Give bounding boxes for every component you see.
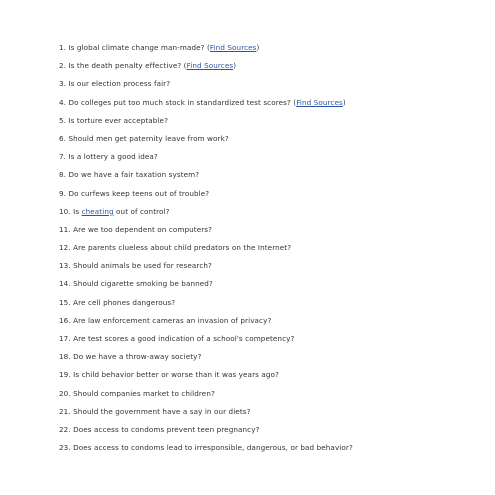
- question-text: Should cigarette smoking be banned?: [73, 279, 213, 289]
- question-number: 18.: [59, 352, 71, 362]
- question-text: Is our election process fair?: [68, 79, 171, 89]
- question-text: Is torture ever acceptable?: [68, 115, 168, 125]
- question-number: 9.: [59, 188, 67, 198]
- question-number: 8.: [59, 170, 67, 180]
- question-text: Should the government have a say in our diets?: [73, 406, 251, 416]
- question-item: [59, 79, 479, 89]
- question-number: 2.: [59, 61, 67, 71]
- question-number: 1.: [59, 43, 67, 52]
- question-number: 22.: [59, 424, 71, 434]
- question-text-after: ): [342, 97, 346, 107]
- question-text: Is child behavior better or worse than it was years ago?: [73, 370, 279, 380]
- question-text: Is a lottery a good idea?: [68, 152, 158, 162]
- question-text: Do we have a fair taxation system?: [68, 170, 200, 180]
- find-sources-link[interactable]: Find Sources: [186, 61, 234, 71]
- question-text: Should companies market to children?: [73, 388, 215, 398]
- question-number: 10.: [59, 206, 71, 216]
- question-number: 14.: [59, 279, 71, 289]
- question-text-after: ): [233, 61, 237, 71]
- question-text: Does access to condoms prevent teen pregnancy?: [73, 424, 260, 434]
- question-item: [59, 43, 479, 53]
- question-text: Do curfews keep teens out of trouble?: [68, 188, 210, 198]
- question-item: [59, 370, 479, 380]
- question-text: Are we too dependent on computers?: [73, 224, 213, 234]
- cheating-link[interactable]: cheating: [81, 206, 114, 216]
- question-text-after: ): [256, 43, 260, 52]
- question-item: [59, 279, 479, 289]
- question-text: Are parents clueless about child predators on the Internet?: [73, 243, 292, 253]
- question-text: Is global climate change man-made? (: [68, 43, 210, 52]
- find-sources-link[interactable]: Find Sources: [296, 97, 343, 107]
- question-item: [59, 261, 479, 271]
- question-number: 13.: [59, 261, 71, 271]
- question-list: [59, 43, 479, 461]
- question-item: [59, 425, 479, 435]
- question-text: Should men get paternity leave from work?: [68, 133, 229, 143]
- question-number: 15.: [59, 297, 71, 307]
- find-sources-link[interactable]: Find Sources: [209, 43, 257, 52]
- question-number: 23.: [59, 443, 71, 453]
- question-text: Do we have a throw-away society?: [73, 352, 202, 362]
- question-item: [59, 243, 479, 253]
- question-number: 12.: [59, 243, 71, 253]
- question-item: [59, 225, 479, 235]
- question-item: [59, 352, 479, 362]
- question-number: 19.: [59, 370, 71, 380]
- question-item: [59, 116, 479, 126]
- question-item: [59, 207, 479, 217]
- question-item: [59, 152, 479, 162]
- question-item: [59, 443, 479, 453]
- question-text: Do colleges put too much stock in standardized test scores? (: [68, 97, 297, 107]
- question-number: 6.: [59, 133, 67, 143]
- question-number: 11.: [59, 224, 71, 234]
- question-text: Is: [73, 206, 82, 216]
- question-text: Are law enforcement cameras an invasion of privacy?: [73, 315, 272, 325]
- question-item: [59, 407, 479, 417]
- question-text: Does access to condoms lead to irresponsible, dangerous, or bad behavior?: [73, 443, 353, 453]
- question-item: [59, 189, 479, 199]
- question-number: 4.: [59, 97, 67, 107]
- question-item: [59, 334, 479, 344]
- question-text: Should animals be used for research?: [73, 261, 212, 271]
- question-number: 21.: [59, 406, 71, 416]
- question-item: [59, 316, 479, 326]
- question-number: 3.: [59, 79, 67, 89]
- question-text: Are test scores a good indication of a school's competency?: [73, 334, 295, 343]
- question-text: Are cell phones dangerous?: [73, 297, 176, 307]
- question-number: 7.: [59, 152, 67, 162]
- question-number: 20.: [59, 388, 71, 398]
- question-number: 17.: [59, 334, 71, 343]
- question-item: [59, 170, 479, 180]
- question-text-after: out of control?: [113, 206, 170, 216]
- question-item: [59, 98, 479, 108]
- question-text: Is the death penalty effective? (: [68, 61, 187, 71]
- question-item: [59, 134, 479, 144]
- question-number: 5.: [59, 115, 67, 125]
- question-item: [59, 298, 479, 308]
- question-number: 16.: [59, 315, 71, 325]
- question-item: [59, 61, 479, 71]
- question-item: [59, 389, 479, 399]
